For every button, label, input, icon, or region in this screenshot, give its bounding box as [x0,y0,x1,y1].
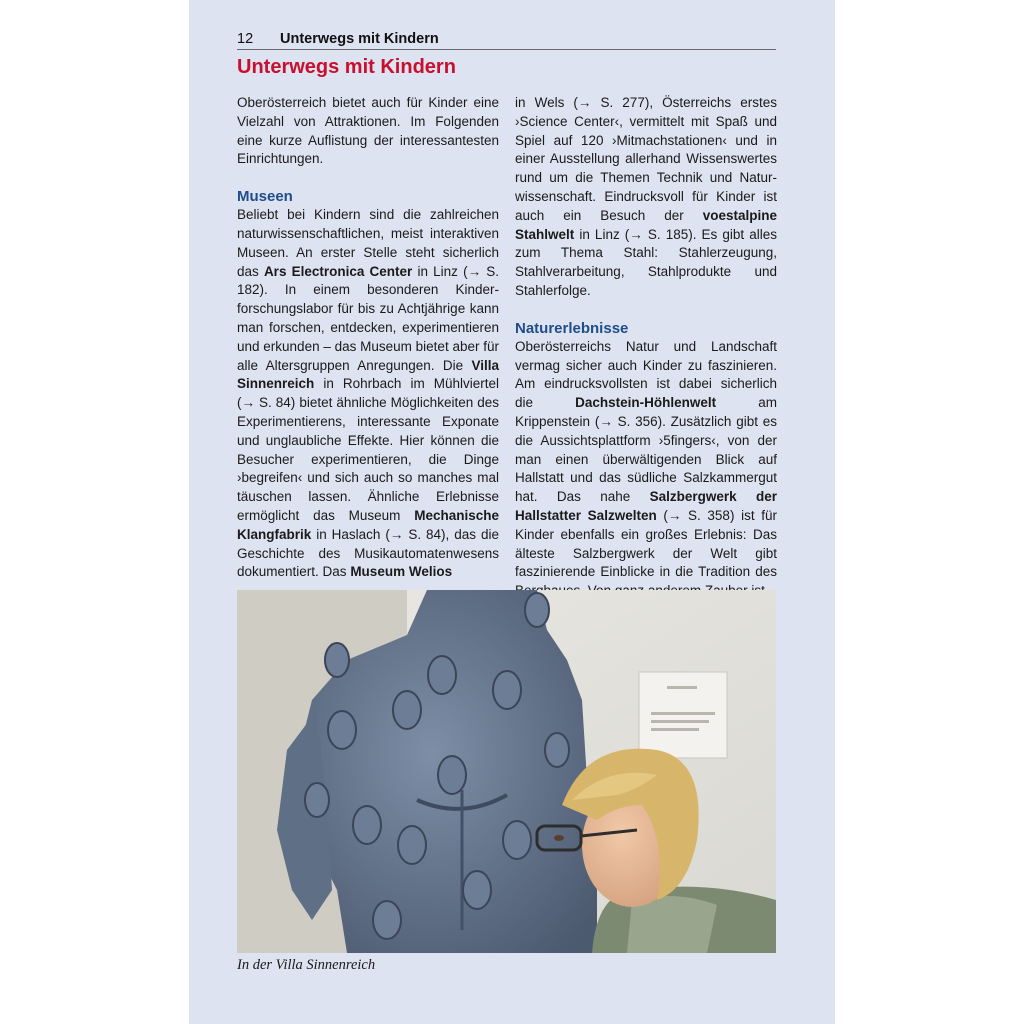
sculpture-photo [237,590,776,953]
nature-paragraph: Oberösterreichs Natur und Landschaft vermag sicher auch Kinder zu faszinieren. Am eindrucksvollsten ist dabei sicherlich die Dachstein-Höhlenwelt am Krippenstein (→ S. 356). Zusätzlich gibt es die Aussichtsplattform ›5fingers‹, von der man einen überwältigenden Blick auf Hallstatt und das südliche Salzkammergut hat. Das nahe Salzbergwerk der Hallstatter Salzwelten (→ S. 358) ist für Kinder ebenfalls ein großes Erlebnis: Das älteste Salzbergwerk der Welt gibt faszinierende Einblicke in die Tradition des [515,338,778,580]
page-number: 12 [237,31,254,47]
running-title: Unterwegs mit Kindern [280,31,439,47]
right-column [515,94,777,601]
book-page [189,0,835,1024]
welios-name: Museum Welios [350,564,453,580]
nature-heading: Naturerlebnisse [515,319,629,337]
museums-heading: Museen [237,188,293,206]
villa-sinnenreich-name: Villa Sinnenreich [237,357,499,392]
klangfabrik-name: Mechanische Klangfabrik [237,507,499,542]
left-column [237,94,499,582]
photo-caption: In der Villa Sinnenreich [237,957,376,973]
chapter-title: Unterwegs mit Kindern [237,56,456,78]
salzwelten-name: Salzbergwerk der Hallstatter Salzwelten [515,489,778,523]
stahlwelt-name: voestalpine Stahlwelt [515,207,777,242]
dachstein-name: Dachstein-Höhlenwelt [575,395,717,411]
museums-paragraph: Beliebt bei Kindern sind die zahlreichen naturwissenschaftlichen, meist interaktiven Museen. An erster Stelle steht sicherlich das Ars Electronica Center in Linz (→ S. 182). In einem besonderen Kinderforschungslabor für bis zu Achtjährige kann man forschen, entdecken, experimentieren und erkunden – das Museum bietet aber für alle Altersgruppen Anregungen. Die Villa Sinnenreich in Rohrbach im Mühlviertel (→ S. 84) bietet ähnliche Möglichkeiten des Experimentierens, interessante Exponate und unglaubliche Effekte. Hier können die Besucher experimentieren, die Dinge ›begreifen‹ und sich auch so manches mal täuschen lassen. Ähnliche Erlebnisse ermöglicht das Museum Mechanische Klangfabrik in Haslach (→ S. 84), das die Geschichte des Musikautomatenwesens dokumentiert. Das Museum Welios [237,207,499,580]
ars-electronica-name: Ars Electronica Center [263,263,413,279]
welios-paragraph: in Wels (→ S. 277), Österreichs erstes ›Science Center‹, vermittelt mit Spaß und Spiel auf 120 ›Mitmachstationen‹ und in einer Ausstellung allerhand Wissenswertes rund um die Themen Technik und Naturwissenschaft. Eindrucksvoll für Kinder ist auch ein Besuch der voestalpine Stahlwelt in Linz (→ S. 185). Es gibt alles zum Thema Stahl: Stahlerzeugung, Stahlverarbeitung, Stahlprodukte und Stahlerfolge. [515,95,777,298]
intro-paragraph: Oberösterreich bietet auch für Kinder eine Vielzahl von Attraktionen. Im Folgenden eine kurze Auflistung der interessantesten Einrichtungen. [237,95,499,167]
running-header [237,30,776,50]
